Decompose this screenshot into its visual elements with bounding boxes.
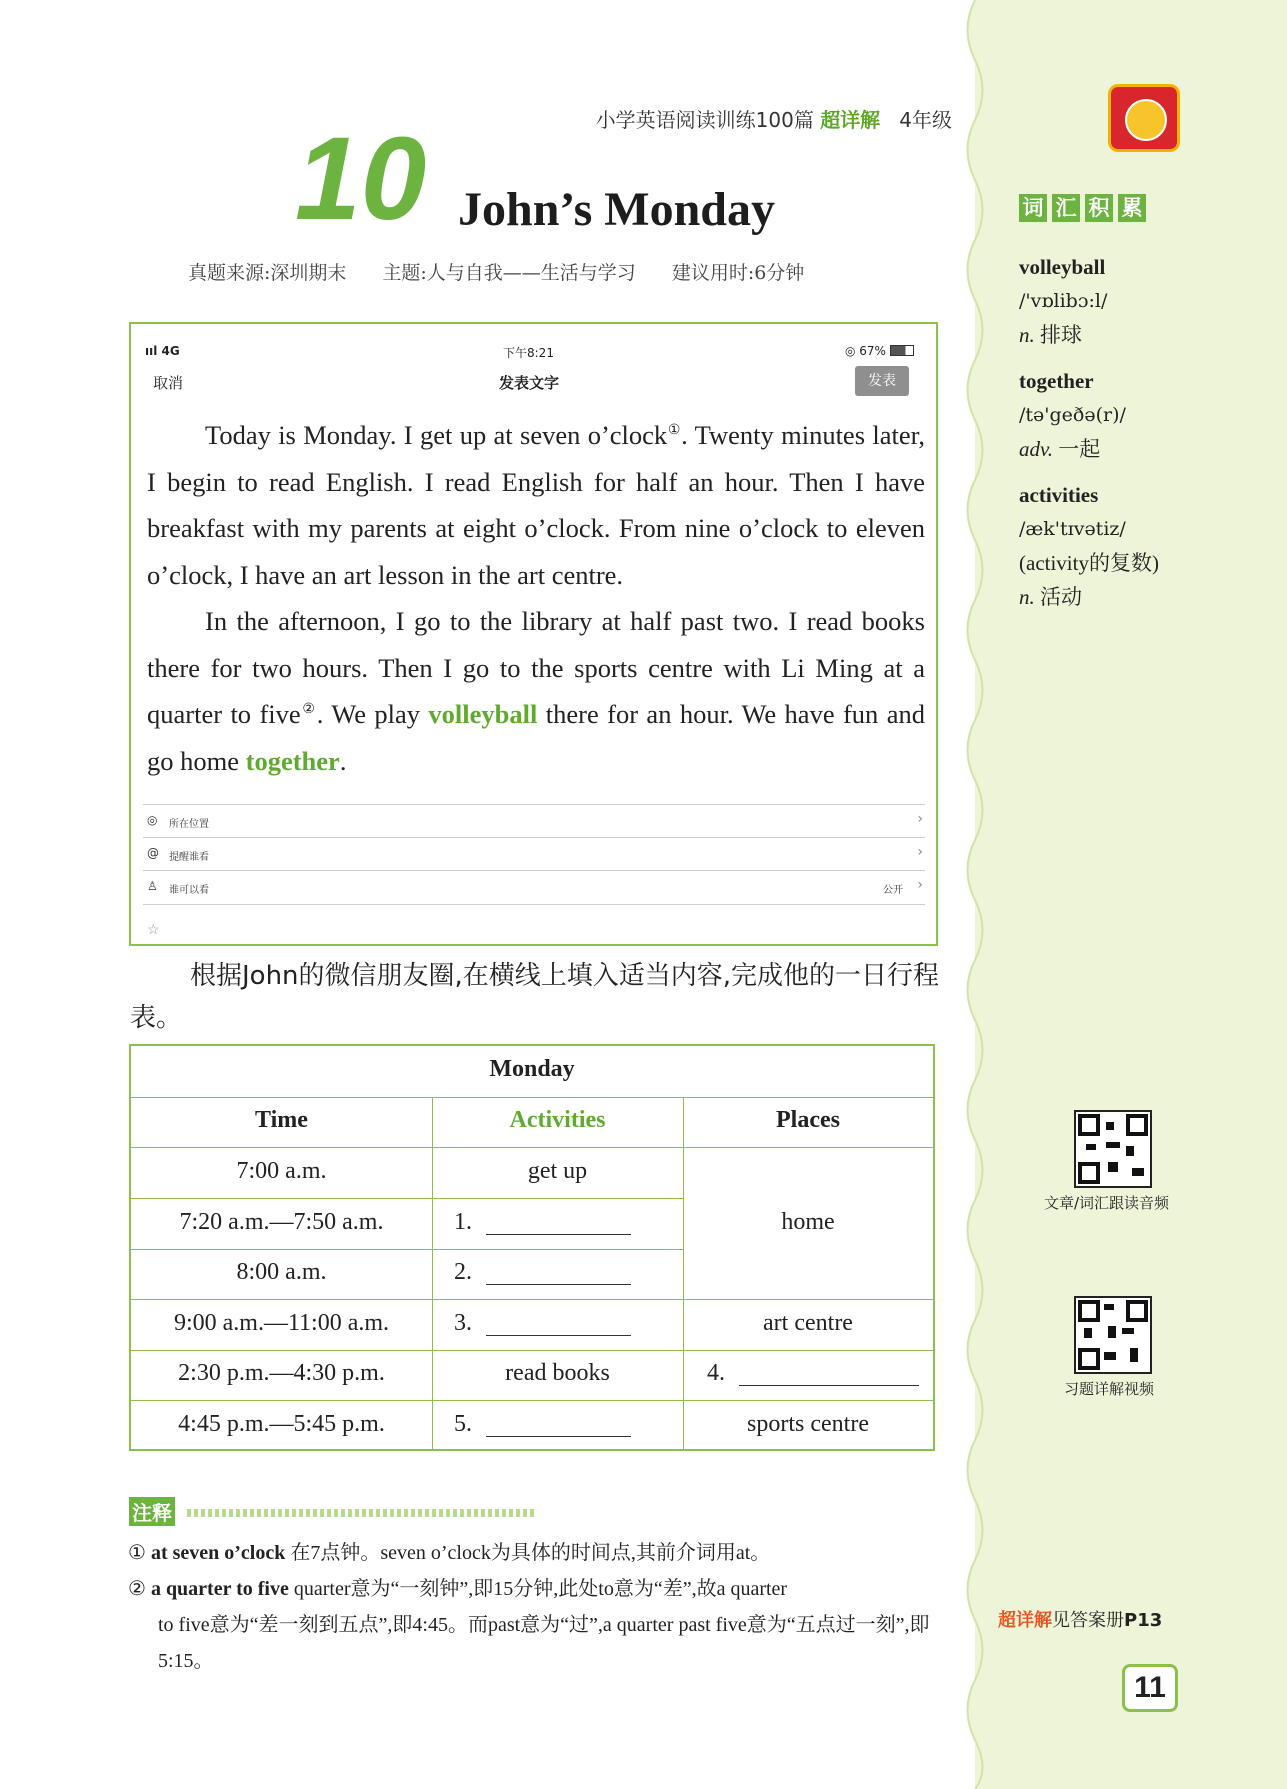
blank-4[interactable]: 4.	[683, 1360, 933, 1387]
row1-activity: get up	[527, 1158, 588, 1184]
row5-activity: read books	[505, 1360, 610, 1386]
answer-reference: 超详解见答案册P13	[998, 1610, 1163, 1631]
qr-code-icon[interactable]	[1074, 1296, 1152, 1374]
menu-location[interactable]: ◎ 所在位置 ›	[143, 804, 925, 838]
row1-time: 7:00 a.m.	[236, 1158, 327, 1184]
star-icon[interactable]: ☆	[147, 923, 160, 938]
dotted-divider	[187, 1509, 537, 1517]
header-activities: Activities	[509, 1107, 606, 1133]
meta-theme: 主题:人与自我——生活与学习	[382, 262, 636, 284]
chevron-right-icon: ›	[917, 811, 923, 827]
footnote-1-marker: ①	[667, 423, 682, 439]
location-icon: ◎	[147, 813, 158, 827]
footnote-2-marker: ②	[300, 702, 317, 718]
highlight-volleyball: volleyball	[428, 699, 538, 729]
row2-time: 7:20 a.m.—7:50 a.m.	[179, 1209, 384, 1235]
blank-1[interactable]: 1.	[432, 1209, 683, 1236]
vocab-entry: together /tə'geðə(r)/ adv. 一起	[1019, 369, 1126, 461]
row3-time: 8:00 a.m.	[236, 1259, 327, 1285]
blank-3[interactable]: 3.	[432, 1310, 683, 1337]
publisher-logo-icon	[1108, 84, 1180, 152]
wechat-post-screen	[129, 322, 938, 946]
vocab-entry: volleyball /'vɒlibɔ:l/ n. 排球	[1019, 255, 1108, 347]
qr-audio-caption: 文章/词汇跟读音频	[1044, 1194, 1170, 1212]
place-sports-centre: sports centre	[747, 1411, 869, 1437]
menu-remind[interactable]: @ 提醒谁看 ›	[143, 837, 925, 871]
chevron-right-icon: ›	[917, 877, 923, 893]
paragraph-2: In the afternoon, I go to the library at half past two. I read books there for two hours. Then I go to the sports centre with Li Ming at a quarter to five②. We play volleyball there for an hour. We have fun and go home together.	[147, 606, 925, 776]
place-home: home	[781, 1209, 835, 1235]
highlight-together: together	[245, 745, 340, 776]
passage-text	[147, 412, 925, 784]
at-icon: @	[147, 846, 159, 860]
vocab-heading: 词 汇 积 累	[1019, 194, 1151, 222]
status-clock: 下午8:21	[503, 346, 554, 360]
book-title: 小学英语阅读训练100篇	[595, 108, 821, 132]
notes-heading: 注释	[129, 1497, 175, 1526]
meta-source: 真题来源:深圳期末	[188, 262, 347, 284]
instruction-text: 根据John的微信朋友圈,在横线上填入适当内容,完成他的一日行程表。	[130, 961, 940, 1033]
header-places: Places	[776, 1107, 840, 1133]
book-header	[596, 104, 952, 133]
grade-label: 4年级	[899, 108, 952, 132]
screen-title: 发表文字	[499, 374, 560, 392]
post-button[interactable]: 发表	[855, 366, 909, 396]
lesson-title: John’s Monday	[458, 183, 775, 236]
note-2: ② a quarter to five quarter意为“一刻钟”,即15分钟,此处to意为“差”,故a quarter to five意为“差一刻到五点”,即4:45。而past意为“过”,a quarter past five意为“五点过一刻”,即5:15。	[128, 1578, 930, 1672]
lesson-number: 10	[295, 113, 427, 245]
person-icon: ♙	[147, 879, 158, 893]
cancel-button[interactable]: 取消	[153, 374, 184, 392]
header-time: Time	[255, 1107, 308, 1133]
row4-time: 9:00 a.m.—11:00 a.m.	[173, 1310, 390, 1336]
signal-indicator: ııl 4G	[145, 344, 180, 358]
lesson-meta	[188, 258, 840, 285]
page-number: 11	[1122, 1664, 1178, 1712]
meta-time: 建议用时:6分钟	[671, 262, 805, 284]
blank-5[interactable]: 5.	[432, 1411, 683, 1438]
battery-indicator: ◎ 67%	[845, 344, 914, 358]
qr-code-icon[interactable]	[1074, 1110, 1152, 1188]
row6-time: 4:45 p.m.—5:45 p.m.	[178, 1411, 385, 1437]
place-art-centre: art centre	[763, 1310, 853, 1336]
vocab-list	[1019, 250, 1259, 626]
blank-2[interactable]: 2.	[432, 1259, 683, 1286]
row5-time: 2:30 p.m.—4:30 p.m.	[178, 1360, 385, 1386]
paragraph-1: Today is Monday. I get up at seven o’clock①. Twenty minutes later, I begin to read English. I read English for half an hour. Then I have breakfast with my parents at eight o’clock. From nine o’clock to eleven o’clock, I have an art lesson in the art centre.	[147, 420, 925, 590]
schedule-table	[129, 1044, 935, 1451]
note-1: ① at seven o’clock 在7点钟。seven o’clock为具体的时间点,其前介词用at。	[128, 1542, 771, 1564]
wavy-edge	[960, 0, 990, 1789]
table-title: Monday	[489, 1056, 575, 1082]
menu-visibility[interactable]: ♙ 谁可以看 公开 ›	[143, 870, 925, 905]
edition-label: 超详解	[820, 108, 881, 132]
vocab-entry: activities /æk'tɪvətiz/ (activity的复数) n. 活动	[1019, 483, 1159, 609]
chevron-right-icon: ›	[917, 844, 923, 860]
qr-video-caption: 习题详解视频	[1064, 1380, 1155, 1398]
